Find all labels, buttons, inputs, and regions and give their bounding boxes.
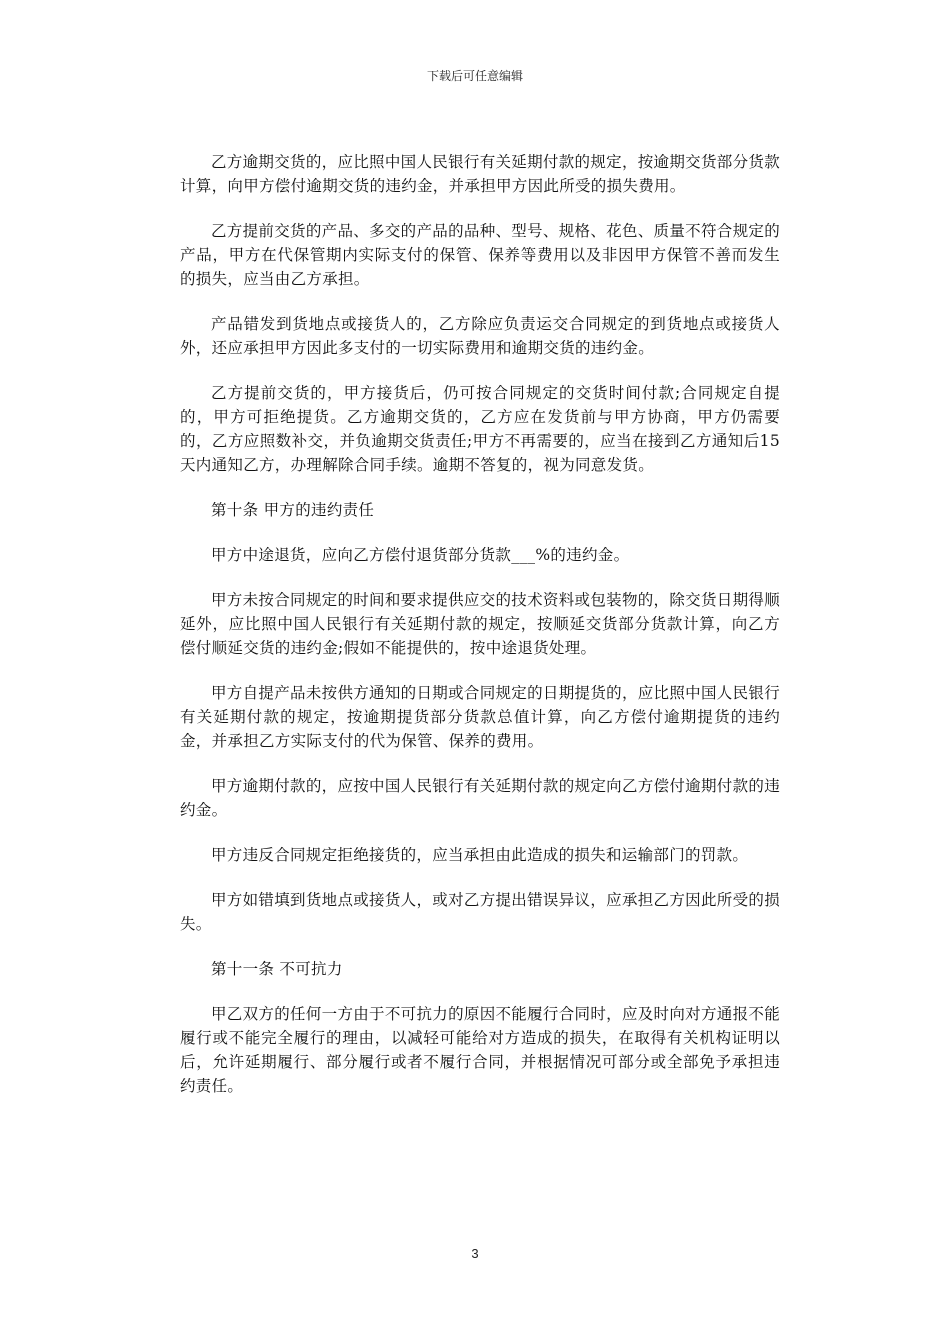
page-header: 下载后可任意编辑 — [426, 69, 523, 83]
section-heading-article-11: 第十一条 不可抗力 — [211, 960, 343, 978]
document-body — [180, 150, 780, 1119]
paragraph-late-delivery-penalty: 乙方逾期交货的，应比照中国人民银行有关延期付款的规定，按逾期交货部分货款计算，向甲方偿付逾期交货的违约金，并承担甲方因此所受的损失费用。 — [180, 153, 780, 195]
paragraph-force-majeure: 甲乙双方的任何一方由于不可抗力的原因不能履行合同时，应及时向对方通报不能履行或不能完全履行的理由，以减轻可能给对方造成的损失，在取得有关机构证明以后，允许延期履行、部分履行或者不履行合同，并根据情况可部分或全部免予承担违约责任。 — [180, 1005, 780, 1095]
section-heading-article-10: 第十条 甲方的违约责任 — [211, 501, 375, 519]
paragraph-self-pickup: 甲方自提产品未按供方通知的日期或合同规定的日期提货的，应比照中国人民银行有关延期付款的规定，按逾期提货部分货款总值计算，向乙方偿付逾期提货的违约金，并承担乙方实际支付的代为保管、保养的费用。 — [180, 684, 780, 750]
paragraph-wrong-address: 甲方如错填到货地点或接货人，或对乙方提出错误异议，应承担乙方因此所受的损失。 — [180, 891, 780, 933]
paragraph-midway-return: 甲方中途退货，应向乙方偿付退货部分货款___%的违约金。 — [211, 546, 630, 564]
page-number: 3 — [471, 1246, 479, 1261]
paragraph-refusal-of-goods: 甲方违反合同规定拒绝接货的，应当承担由此造成的损失和运输部门的罚款。 — [211, 846, 749, 864]
paragraph-early-delivery-costs: 乙方提前交货的产品、多交的产品的品种、型号、规格、花色、质量不符合规定的产品，甲方在代保管期内实际支付的保管、保养等费用以及非因甲方保管不善而发生的损失，应当由乙方承担。 — [180, 222, 780, 288]
paragraph-technical-materials: 甲方未按合同规定的时间和要求提供应交的技术资料或包装物的，除交货日期得顺延外，应比照中国人民银行有关延期付款的规定，按顺延交货部分货款计算，向乙方偿付顺延交货的违约金;假如不能提供的，按中途退货处理。 — [180, 591, 780, 657]
paragraph-early-late-delivery-handling: 乙方提前交货的，甲方接货后，仍可按合同规定的交货时间付款;合同规定自提的，甲方可拒绝提货。乙方逾期交货的，乙方应在发货前与甲方协商，甲方仍需要的，乙方应照数补交，并负逾期交货责任;甲方不再需要的，应当在接到乙方通知后15天内通知乙方，办理解除合同手续。逾期不答复的，视为同意发货。 — [180, 384, 780, 474]
paragraph-misdelivery: 产品错发到货地点或接货人的，乙方除应负责运交合同规定的到货地点或接货人外，还应承担甲方因此多支付的一切实际费用和逾期交货的违约金。 — [180, 315, 780, 357]
paragraph-late-payment: 甲方逾期付款的，应按中国人民银行有关延期付款的规定向乙方偿付逾期付款的违约金。 — [180, 777, 780, 819]
